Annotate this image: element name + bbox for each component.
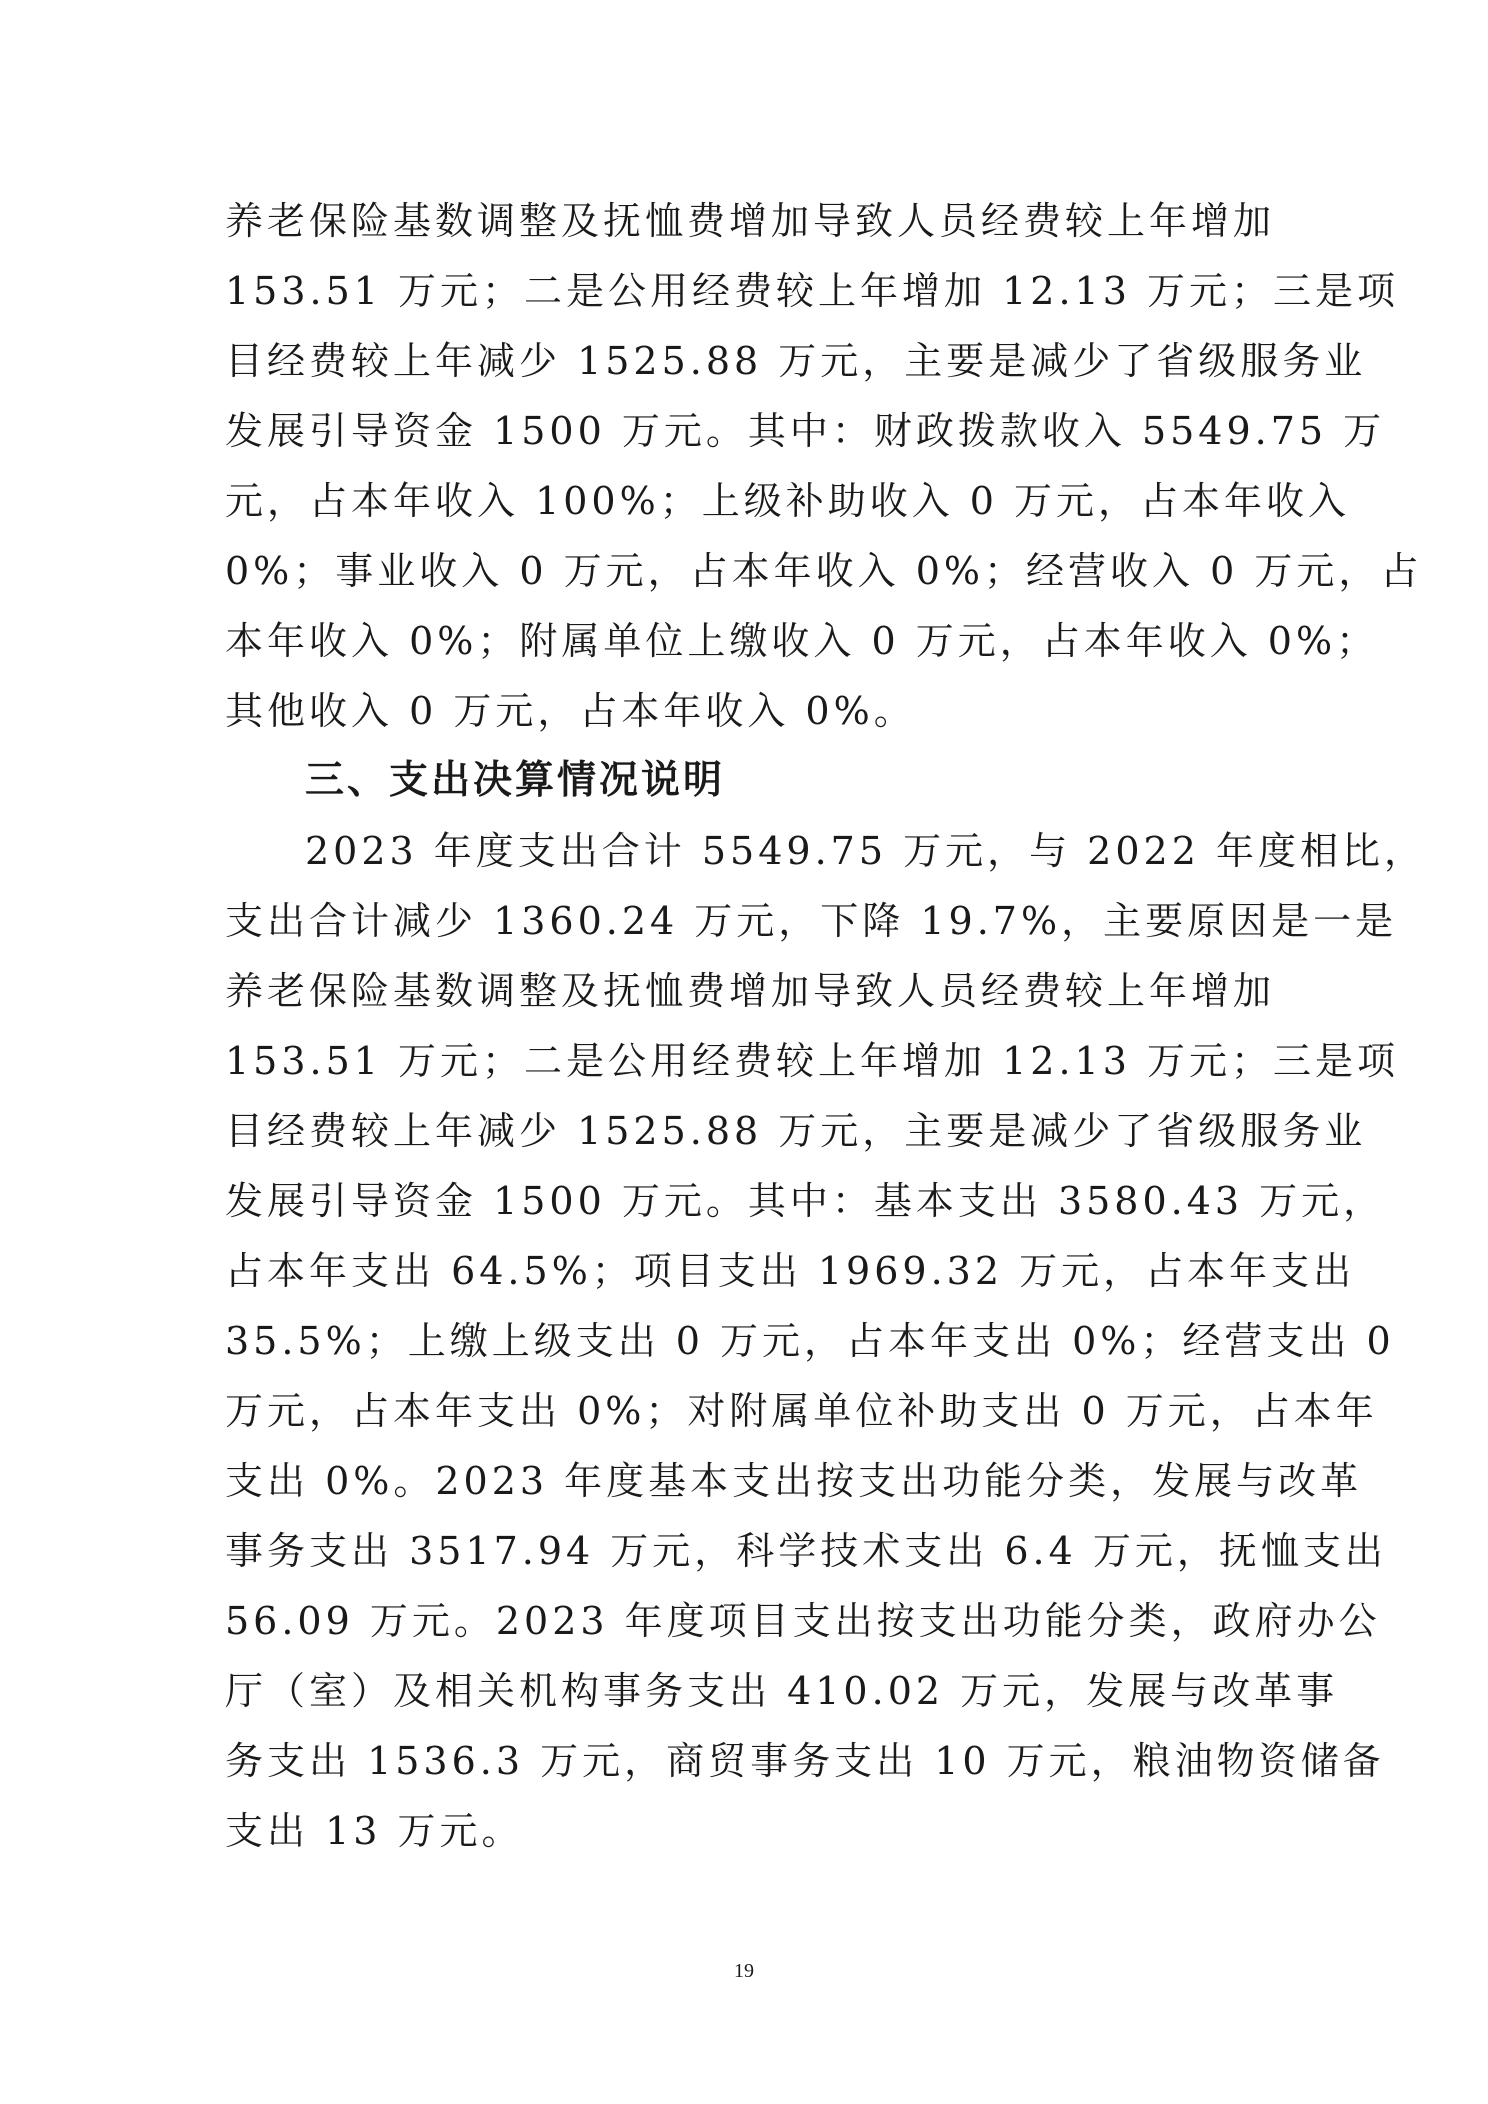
paragraph-line: 其他收入 0 万元，占本年收入 0%。	[225, 689, 916, 733]
paragraph-line: 厅（室）及相关机构事务支出 410.02 万元，发展与改革事	[225, 1669, 1339, 1713]
paragraph-line: 支出 13 万元。	[225, 1809, 524, 1853]
paragraph-line: 万元，占本年支出 0%；对附属单位补助支出 0 万元，占本年	[225, 1389, 1378, 1433]
section-heading: 三、支出决算情况说明	[305, 758, 726, 803]
paragraph-line: 支出合计减少 1360.24 万元，下降 19.7%，主要原因是一是	[225, 899, 1398, 943]
paragraph-line: 目经费较上年减少 1525.88 万元，主要是减少了省级服务业	[225, 1109, 1367, 1153]
paragraph-line: 153.51 万元；二是公用经费较上年增加 12.13 万元；三是项	[225, 269, 1399, 313]
paragraph-line: 56.09 万元。2023 年度项目支出按支出功能分类，政府办公	[225, 1599, 1381, 1643]
paragraph-line: 占本年支出 64.5%；项目支出 1969.32 万元，占本年支出	[225, 1249, 1356, 1293]
paragraph-line: 2023 年度支出合计 5549.75 万元，与 2022 年度相比，	[305, 829, 1426, 873]
paragraph-line: 元，占本年收入 100%；上级补助收入 0 万元，占本年收入	[225, 479, 1351, 523]
paragraph-line: 事务支出 3517.94 万元，科学技术支出 6.4 万元，抚恤支出	[225, 1529, 1387, 1573]
paragraph-line: 发展引导资金 1500 万元。其中：基本支出 3580.43 万元，	[225, 1179, 1386, 1223]
paragraph-line: 发展引导资金 1500 万元。其中：财政拨款收入 5549.75 万	[225, 409, 1386, 453]
paragraph-line: 目经费较上年减少 1525.88 万元，主要是减少了省级服务业	[225, 339, 1367, 383]
paragraph-line: 0%；事业收入 0 万元，占本年收入 0%；经营收入 0 万元，占	[225, 549, 1423, 593]
paragraph-line: 务支出 1536.3 万元，商贸事务支出 10 万元，粮油物资储备	[225, 1739, 1385, 1783]
paragraph-line: 养老保险基数调整及抚恤费增加导致人员经费较上年增加	[225, 969, 1276, 1013]
paragraph-line: 153.51 万元；二是公用经费较上年增加 12.13 万元；三是项	[225, 1039, 1399, 1083]
paragraph-line: 支出 0%。2023 年度基本支出按支出功能分类，发展与改革	[225, 1459, 1363, 1503]
paragraph-line: 本年收入 0%；附属单位上缴收入 0 万元，占本年收入 0%；	[225, 619, 1379, 663]
page-number: 19	[734, 1960, 754, 1982]
paragraph-line: 养老保险基数调整及抚恤费增加导致人员经费较上年增加	[225, 199, 1276, 243]
paragraph-line: 35.5%；上缴上级支出 0 万元，占本年支出 0%；经营支出 0	[225, 1319, 1395, 1363]
